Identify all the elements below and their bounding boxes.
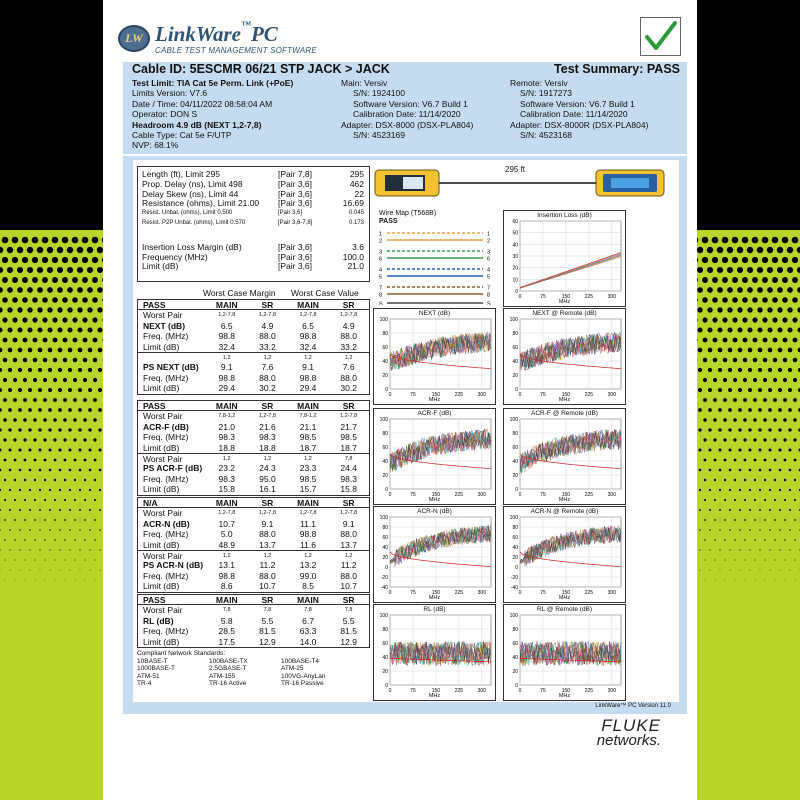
worst-case-value-label: Worst Case Value [291, 288, 359, 298]
x-tick-label: 225 [454, 492, 464, 498]
wire-pin-right: 6 [487, 256, 491, 263]
wire-pin-left: 1 [379, 231, 383, 238]
y-tick-label: 60 [512, 345, 518, 351]
y-tick-label: 20 [512, 265, 518, 272]
summary-box [137, 166, 370, 282]
table-row: PS NEXT (dB) 9.1 7.6 9.1 7.6 [143, 362, 355, 373]
y-tick-label: 40 [512, 545, 518, 551]
y-tick-label: 40 [382, 359, 388, 365]
y-tick-label: 40 [382, 459, 388, 465]
x-tick-label: 150 [561, 492, 571, 498]
summary-row: Prop. Delay (ns), Limit 498 [Pair 3,6] 462 [142, 178, 364, 189]
test-report-page [103, 0, 697, 800]
cable-length-label: 295 ft [505, 165, 526, 174]
y-tick-label: 80 [382, 331, 388, 337]
graph-acr-n-remote-db: ACR-N @ Remote (dB) MHz 100 80 60 40 20 0 -20 -40 0 75 150 225 300 [503, 506, 626, 603]
cable-id: Cable ID: 5ESCMR 06/21 STP JACK > JACK [132, 62, 390, 76]
y-tick-label: 80 [512, 431, 518, 437]
limit-line [520, 253, 621, 288]
y-tick-label: 40 [512, 359, 518, 365]
x-tick-label: 150 [561, 590, 571, 596]
wire-pin-left: 3 [379, 249, 383, 256]
x-tick-label: 0 [388, 688, 392, 694]
graph-acr-f-db: ACR-F (dB) MHz 100 80 60 40 20 0 0 75 150 225 300 [373, 408, 496, 505]
x-tick-label: 225 [584, 590, 594, 596]
table-header: N/A MAIN SR MAIN SR [138, 498, 369, 508]
y-tick-label: 20 [512, 555, 518, 561]
worst-pair-row: Worst Pair 7,8-1,2 1,2-7,8 7,8-1,2 1,2-7,8 [143, 411, 358, 422]
y-tick-label: 100 [509, 613, 518, 619]
x-tick-label: 225 [584, 492, 594, 498]
y-tick-label: 60 [382, 641, 388, 647]
x-tick-label: 300 [477, 688, 486, 694]
x-tick-label: 150 [431, 590, 441, 596]
y-tick-label: 60 [382, 345, 388, 351]
y-tick-label: 0 [515, 565, 518, 571]
table-row: ACR-F (dB) 21.0 21.6 21.1 21.7 [143, 421, 357, 432]
x-tick-label: 75 [540, 590, 546, 596]
y-tick-label: 20 [512, 373, 518, 379]
y-tick-label: 100 [379, 613, 388, 619]
x-tick-label: 225 [454, 392, 464, 398]
y-tick-label: 100 [509, 317, 518, 323]
linkware-logo: LW LinkWare™PC CABLE TEST MANAGEMENT SOFTWARE [118, 20, 318, 56]
results-panel [133, 160, 679, 702]
wire-pin-left: 2 [379, 238, 383, 245]
x-tick-label: 225 [584, 294, 594, 300]
wire-pin-right: 1 [487, 231, 491, 238]
y-tick-label: 20 [512, 473, 518, 479]
table-header: PASS MAIN SR MAIN SR [138, 595, 369, 605]
x-tick-label: 150 [561, 294, 571, 300]
y-tick-label: 60 [382, 445, 388, 451]
y-tick-label: 100 [509, 515, 518, 521]
wire-pin-left: 7 [379, 285, 383, 292]
worst-pair-row: Worst Pair 1,2 1,2 1,2 1,2 [138, 550, 369, 560]
x-tick-label: 75 [540, 392, 546, 398]
wire-pin-right: 2 [487, 238, 491, 245]
table-row: Limit (dB) 8.6 10.7 8.5 10.7 [143, 581, 357, 592]
x-tick-label: 300 [477, 590, 486, 596]
y-tick-label: 0 [385, 387, 388, 393]
y-tick-label: 60 [512, 219, 518, 225]
standards-row: ATM-51 ATM-155 100VG-AnyLan [137, 672, 326, 680]
y-tick-label: 0 [515, 487, 518, 493]
x-tick-label: 225 [454, 688, 464, 694]
x-tick-label: 0 [518, 590, 522, 596]
wire-pin-right: S [487, 301, 491, 305]
summary-row: Resistance (ohms), Limit 21.00 [Pair 3,6] 16.69 [142, 198, 364, 209]
x-tick-label: 75 [410, 492, 416, 498]
fluke-networks-logo: FLUKE networks. [596, 716, 661, 749]
standards-row: TR-4 TR-16 Active TR-16 Passive [137, 680, 324, 688]
graph-rl-remote-db: RL @ Remote (dB) MHz 100 80 60 40 20 0 0 75 150 225 300 [503, 604, 626, 701]
y-tick-label: 20 [382, 373, 388, 379]
y-tick-label: 60 [382, 535, 388, 541]
x-tick-label: 0 [518, 294, 522, 300]
x-tick-label: 75 [540, 688, 546, 694]
y-tick-label: 50 [512, 230, 518, 237]
worst-pair-row: Worst Pair 7,8 7,8 7,8 7,8 [143, 605, 353, 616]
test-summary: Test Summary: PASS [554, 62, 680, 76]
y-tick-label: 60 [512, 641, 518, 647]
table-row: Freq. (MHz) 28.5 81.5 63.3 81.5 [143, 626, 357, 637]
y-tick-label: 0 [515, 683, 518, 689]
graph-insertion-loss-db: Insertion Loss (dB) MHz 60 50 40 30 20 10 0 0 75 150 225 300 [503, 210, 626, 307]
y-tick-label: 20 [512, 669, 518, 675]
table-header: PASS MAIN SR MAIN SR [138, 300, 369, 310]
graph-acr-n-db: ACR-N (dB) MHz 100 80 60 40 20 0 -20 -40 0 75 150 225 300 [373, 506, 496, 603]
y-tick-label: 0 [515, 289, 518, 295]
y-tick-label: 60 [512, 535, 518, 541]
y-tick-label: 40 [382, 655, 388, 661]
y-tick-label: 80 [512, 331, 518, 337]
x-tick-label: 75 [410, 590, 416, 596]
x-tick-label: 300 [477, 392, 486, 398]
y-tick-label: 40 [512, 242, 518, 249]
y-tick-label: 0 [385, 487, 388, 493]
y-tick-label: -40 [510, 585, 518, 591]
table-row: Freq. (MHz) 98.8 88.0 98.8 88.0 [143, 331, 357, 342]
x-tick-label: 75 [540, 492, 546, 498]
y-tick-label: 20 [382, 473, 388, 479]
results-table [137, 299, 370, 395]
x-tick-label: 0 [388, 492, 392, 498]
y-tick-label: 100 [379, 515, 388, 521]
y-tick-label: -20 [380, 575, 388, 581]
x-tick-label: 225 [584, 392, 594, 398]
x-tick-label: 0 [518, 492, 522, 498]
x-tick-label: 300 [607, 294, 616, 300]
results-area [123, 156, 687, 714]
table-row: Limit (dB) 29.4 30.2 29.4 30.2 [143, 383, 357, 394]
wire-pin-right: 8 [487, 292, 491, 299]
x-tick-label: 225 [454, 590, 464, 596]
table-row: Freq. (MHz) 98.8 88.0 99.0 88.0 [143, 570, 357, 581]
summary-row: Insertion Loss Margin (dB) [Pair 3,6] 3.6 [142, 241, 364, 252]
wire-pin-right: 3 [487, 249, 491, 256]
table-row: Freq. (MHz) 98.3 98.3 98.5 98.5 [143, 432, 357, 443]
table-row: Freq. (MHz) 98.8 88.0 98.8 88.0 [143, 372, 357, 383]
table-row: ACR-N (dB) 10.7 9.1 11.1 9.1 [143, 518, 355, 529]
y-tick-label: 0 [515, 387, 518, 393]
results-table [137, 594, 370, 648]
y-tick-label: -20 [510, 575, 518, 581]
table-row: PS ACR-F (dB) 23.2 24.3 23.3 24.4 [143, 463, 357, 474]
wire-pin-left: 5 [379, 274, 383, 281]
main-unit-info: Main: Versiv S/N: 1924100 Software Version: V6.7 Build 1 Calibration Date: 11/14/2020 Adapter: DSX-8000 (DSX-PLA804) S/N: 4523169 [341, 78, 474, 140]
x-tick-label: 150 [431, 392, 441, 398]
x-tick-label: 300 [607, 688, 616, 694]
wire-pin-right: 5 [487, 274, 491, 281]
graph-acr-f-remote-db: ACR-F @ Remote (dB) MHz 100 80 60 40 20 0 0 75 150 225 300 [503, 408, 626, 505]
summary-row: Frequency (MHz) [Pair 3,6] 100.0 [142, 251, 364, 262]
table-row: Freq. (MHz) 5.0 88.0 98.8 88.0 [143, 529, 357, 540]
worst-pair-row: Worst Pair 1,2-7,8 1,2-7,8 1,2-7,8 1,2-7,8 [143, 508, 358, 519]
report-header [123, 62, 687, 154]
x-tick-label: 0 [388, 392, 392, 398]
compliant-standards: Compliant Network Standards: 10BASE-T 100BASE-TX 100BASE-T4 1000BASE-T 2.5GBASE-T ATM-25 ATM-51 ATM-155 100VG-AnyLan TR-4 TR-16 Active TR-16 Passive [137, 650, 353, 688]
wire-pin-left: 4 [379, 267, 383, 274]
graph-next-remote-db: NEXT @ Remote (dB) MHz 100 80 60 40 20 0 0 75 150 225 300 [503, 308, 626, 405]
x-tick-label: 0 [388, 590, 392, 596]
standards-row: 1000BASE-T 2.5GBASE-T ATM-25 [137, 665, 304, 673]
standards-row: 10BASE-T 100BASE-TX 100BASE-T4 [137, 657, 319, 665]
x-tick-label: 0 [518, 392, 522, 398]
table-row: RL (dB) 5.8 5.5 6.7 5.5 [143, 615, 355, 626]
y-tick-label: 40 [512, 459, 518, 465]
y-tick-label: 30 [512, 254, 518, 260]
y-tick-label: 20 [382, 555, 388, 561]
test-info: Test Limit: TIA Cat 5e Perm. Link (+PoE) Limits Version: V7.6 Date / Time: 04/11/2022 08:58:04 AM Operator: DON S Headroom 4.9 dB (NEXT 1,2-7,8) Cable Type: Cat 5e F/UTP NVP: 68.1% [132, 78, 294, 151]
lw-badge-icon: LW [118, 25, 150, 52]
worst-pair-row: Worst Pair 1,2-7,8 1,2-7,8 1,2-7,8 1,2-7,8 [143, 310, 358, 321]
x-tick-label: 150 [431, 492, 441, 498]
y-tick-label: 40 [382, 545, 388, 551]
wire-pin-right: 7 [487, 285, 491, 292]
y-tick-label: 20 [382, 669, 388, 675]
y-tick-label: 0 [385, 565, 388, 571]
y-tick-label: 100 [379, 417, 388, 423]
table-row: NEXT (dB) 6.5 4.9 6.5 4.9 [143, 320, 355, 331]
x-tick-label: 300 [607, 492, 616, 498]
wire-pin-left: 6 [379, 256, 383, 263]
y-tick-label: 0 [385, 683, 388, 689]
summary-row: Length (ft), Limit 295 [Pair 7,8] 295 [142, 169, 364, 179]
worst-pair-row: 1,2 1,2 1,2 1,2 [138, 352, 369, 362]
x-tick-label: 300 [607, 590, 616, 596]
y-tick-label: 40 [512, 655, 518, 661]
remote-unit-info: Remote: Versiv S/N: 1917273 Software Version: V6.7 Build 1 Calibration Date: 11/14/2020 Adapter: DSX-8000R (DSX-PLA804) S/N: 4523168 [510, 78, 649, 140]
y-tick-label: 80 [512, 525, 518, 531]
graph-trace [520, 253, 621, 288]
x-tick-label: 75 [410, 688, 416, 694]
pass-check-icon [640, 17, 681, 56]
y-tick-label: 100 [379, 317, 388, 323]
table-row: Limit (dB) 32.4 33.2 32.4 33.2 [143, 341, 357, 352]
y-tick-label: 100 [509, 417, 518, 423]
y-tick-label: 80 [382, 627, 388, 633]
table-row: Limit (dB) 18.8 18.8 18.7 18.7 [143, 442, 357, 453]
x-tick-label: 150 [431, 688, 441, 694]
x-tick-label: 75 [410, 392, 416, 398]
summary-row: Limit (dB) [Pair 3,6] 21.0 [142, 261, 364, 272]
table-row: Limit (dB) 48.9 13.7 11.6 13.7 [143, 539, 357, 550]
worst-pair-row: Worst Pair 1,2 1,2 1,2 7,8 [138, 453, 369, 463]
y-tick-label: 80 [382, 431, 388, 437]
x-tick-label: 150 [561, 392, 571, 398]
y-tick-label: 80 [382, 525, 388, 531]
worst-case-margin-label: Worst Case Margin [203, 288, 276, 298]
table-row: Freq. (MHz) 98.3 95.0 98.5 98.3 [143, 473, 357, 484]
results-table [137, 497, 370, 593]
table-header: PASS MAIN SR MAIN SR [138, 401, 369, 411]
summary-row: Delay Skew (ns), Limit 44 [Pair 3,6] 22 [142, 188, 364, 199]
graph-rl-db: RL (dB) MHz 100 80 60 40 20 0 0 75 150 225 300 [373, 604, 496, 701]
x-tick-label: 0 [518, 688, 522, 694]
table-row: Limit (dB) 17.5 12.9 14.0 12.9 [143, 636, 357, 647]
summary-row: Resist. Unbal. (ohms), Limit 0.500 [Pair 3,6] 0.045 [142, 210, 364, 217]
wire-pin-left: S [379, 301, 383, 305]
x-tick-label: 225 [584, 688, 594, 694]
y-tick-label: -40 [380, 585, 388, 591]
wire-pin-left: 8 [379, 292, 383, 299]
wire-map: Wire Map (T568B) PASS 1 1 2 2 3 3 6 6 4 4 5 5 7 7 8 8 S S [373, 210, 498, 305]
graph-next-db: NEXT (dB) MHz 100 80 60 40 20 0 0 75 150 225 300 [373, 308, 496, 405]
x-tick-label: 300 [607, 392, 616, 398]
x-tick-label: 300 [477, 492, 486, 498]
results-table [137, 400, 370, 496]
y-tick-label: 60 [512, 445, 518, 451]
x-tick-label: 75 [540, 294, 546, 300]
summary-row: Resist. P2P Unbal. (ohms), Limit 0.570 [Pair 3,6-7,8] 0.173 [142, 219, 364, 226]
y-tick-label: 10 [512, 277, 518, 284]
wire-pin-right: 4 [487, 267, 491, 274]
y-tick-label: 80 [512, 627, 518, 633]
x-tick-label: 150 [561, 688, 571, 694]
table-row: PS ACR-N (dB) 13.1 11.2 13.2 11.2 [143, 560, 357, 571]
table-row: Limit (dB) 15.8 16.1 15.7 15.8 [143, 484, 357, 495]
software-version: LinkWare™ PC Version 11.0 [595, 703, 671, 709]
